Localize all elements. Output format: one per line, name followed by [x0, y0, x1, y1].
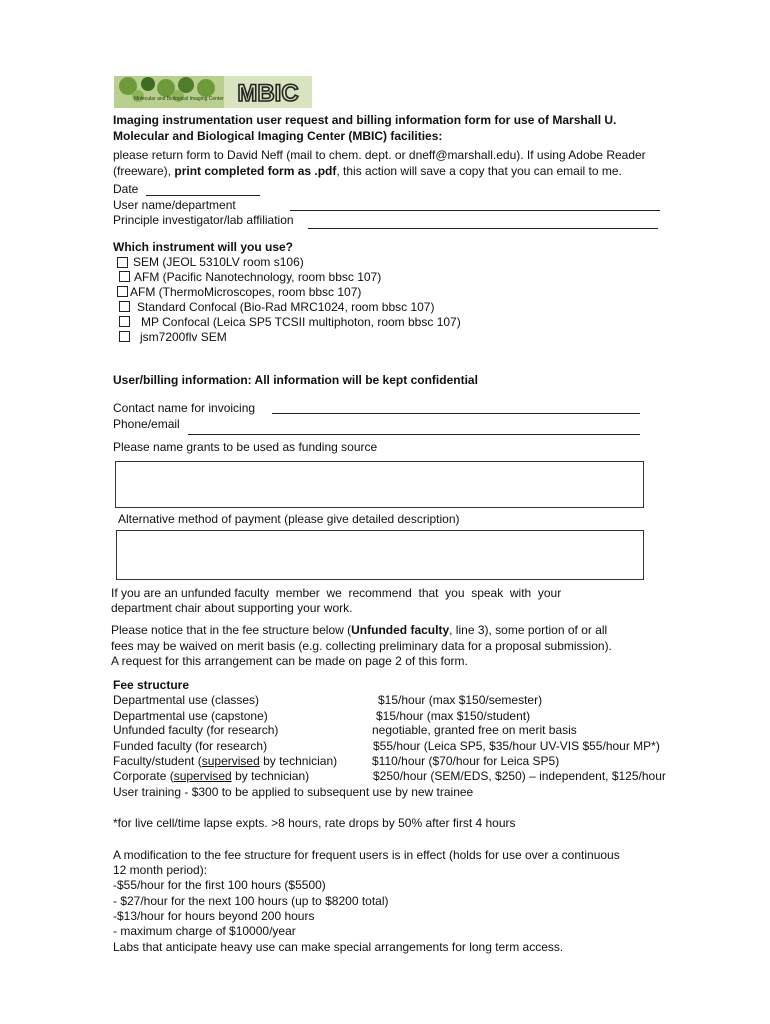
fee-label-5-b: by technician): [259, 754, 338, 768]
instrument-checkbox-2[interactable]: [119, 271, 130, 282]
fee-label-4: Funded faculty (for research): [113, 739, 268, 753]
fee-heading: Fee structure: [113, 678, 190, 692]
instrument-label-5: MP Confocal (Leica SP5 TCSII multiphoton, room bbsc 107): [141, 315, 461, 329]
modification-line6: - maximum charge of $10000/year: [113, 924, 296, 938]
fee-label-5-a: Faculty/student (: [113, 754, 202, 768]
fee-label-6-underlined: supervised: [173, 769, 232, 783]
pi-label: Principle investigator/lab affiliation: [113, 213, 294, 227]
fee-price-2: $15/hour (max $150/student): [376, 709, 531, 723]
contact-field[interactable]: [272, 413, 640, 414]
fee-price-1: $15/hour (max $150/semester): [378, 693, 543, 707]
intro-text-a: (freeware),: [113, 164, 175, 178]
fee-price-4: $55/hour (Leica SP5, $35/hour UV-VIS $55/hour MP*): [373, 739, 660, 753]
fee-label-3: Unfunded faculty (for research): [113, 723, 279, 737]
intro-line2: [113, 164, 622, 179]
modification-line7: Labs that anticipate heavy use can make special arrangements for long term access.: [113, 940, 564, 954]
pi-field[interactable]: [308, 228, 658, 229]
date-label: Date: [113, 182, 139, 196]
notice-line3: A request for this arrangement can be made on page 2 of this form.: [111, 654, 468, 668]
advice-line2: department chair about supporting your work.: [111, 601, 353, 615]
logo-caption: Molecular and Biological Imaging Center: [134, 96, 224, 102]
fee-label-6-b: by technician): [231, 769, 310, 783]
advice-line1: If you are an unfunded faculty member we recommend that you speak with your: [111, 586, 562, 600]
grants-textbox[interactable]: [115, 461, 644, 508]
alt-payment-label: Alternative method of payment (please give detailed description): [118, 512, 460, 526]
instrument-label-6: jsm7200flv SEM: [140, 330, 227, 344]
instrument-checkbox-5[interactable]: [119, 316, 130, 327]
modification-line1: A modification to the fee structure for frequent users is in effect (holds for use over a continuous: [113, 848, 620, 862]
instrument-checkbox-6[interactable]: [119, 331, 130, 342]
svg-text:MBIC: MBIC: [237, 80, 299, 107]
mbic-logo: [114, 76, 312, 108]
training-fee: User training - $300 to be applied to subsequent use by new trainee: [113, 785, 474, 799]
fee-label-5-underlined: supervised: [201, 754, 260, 768]
phone-field[interactable]: [188, 434, 640, 435]
instrument-label-4: Standard Confocal (Bio-Rad MRC1024, room bbsc 107): [137, 300, 435, 314]
notice-bold: Unfunded faculty: [351, 623, 450, 637]
billing-heading: User/billing information: All information will be kept confidential: [113, 373, 478, 387]
notice-text-b: , line 3), some portion of or all: [449, 623, 608, 637]
fee-footnote: *for live cell/time lapse expts. >8 hours, rate drops by 50% after first 4 hours: [113, 816, 516, 830]
fee-label-5: [113, 754, 337, 769]
instrument-checkbox-1[interactable]: [117, 257, 128, 268]
instrument-label-3: AFM (ThermoMicroscopes, room bbsc 107): [130, 285, 362, 299]
form-title-line2: Molecular and Biological Imaging Center (MBIC) facilities:: [113, 129, 443, 143]
grants-label: Please name grants to be used as funding source: [113, 440, 378, 454]
notice-line1: [111, 623, 607, 638]
modification-line4: - $27/hour for the next 100 hours (up to $8200 total): [113, 894, 389, 908]
form-title-line1: Imaging instrumentation user request and billing information form for use of Marshall U.: [113, 113, 617, 127]
instrument-label-2: AFM (Pacific Nanotechnology, room bbsc 107): [134, 270, 382, 284]
alt-payment-textbox[interactable]: [116, 530, 644, 580]
modification-line2: 12 month period):: [113, 863, 208, 877]
phone-label: Phone/email: [113, 417, 180, 431]
mbic-logo-graphic: [114, 76, 312, 108]
fee-price-3: negotiable, granted free on merit basis: [372, 723, 577, 737]
fee-label-1: Departmental use (classes): [113, 693, 260, 707]
date-field[interactable]: [146, 195, 260, 196]
instrument-label-1: SEM (JEOL 5310LV room s106): [133, 255, 304, 269]
instrument-checkbox-3[interactable]: [117, 286, 128, 297]
fee-price-6: $250/hour (SEM/EDS, $250) – independent, $125/hour: [373, 769, 666, 783]
fee-price-5: $110/hour ($70/hour for Leica SP5): [372, 754, 560, 768]
notice-text-a: Please notice that in the fee structure below (: [111, 623, 352, 637]
notice-line2: fees may be waived on merit basis (e.g. collecting preliminary data for a proposal submission).: [111, 639, 612, 653]
fee-label-6-a: Corporate (: [113, 769, 174, 783]
fee-label-6: [113, 769, 309, 784]
intro-line1: please return form to David Neff (mail to chem. dept. or dneff@marshall.edu). If using Adobe Reader: [113, 148, 646, 162]
intro-text-b: , this action will save a copy that you can email to me.: [336, 164, 622, 178]
modification-line3: -$55/hour for the first 100 hours ($5500): [113, 878, 326, 892]
fee-label-2: Departmental use (capstone): [113, 709, 268, 723]
user-label: User name/department: [113, 198, 236, 212]
modification-line5: -$13/hour for hours beyond 200 hours: [113, 909, 315, 923]
instrument-checkbox-4[interactable]: [119, 301, 130, 312]
contact-label: Contact name for invoicing: [113, 401, 256, 415]
user-field[interactable]: [290, 210, 660, 211]
intro-bold: print completed form as .pdf: [174, 164, 337, 178]
instrument-heading: Which instrument will you use?: [113, 240, 294, 254]
